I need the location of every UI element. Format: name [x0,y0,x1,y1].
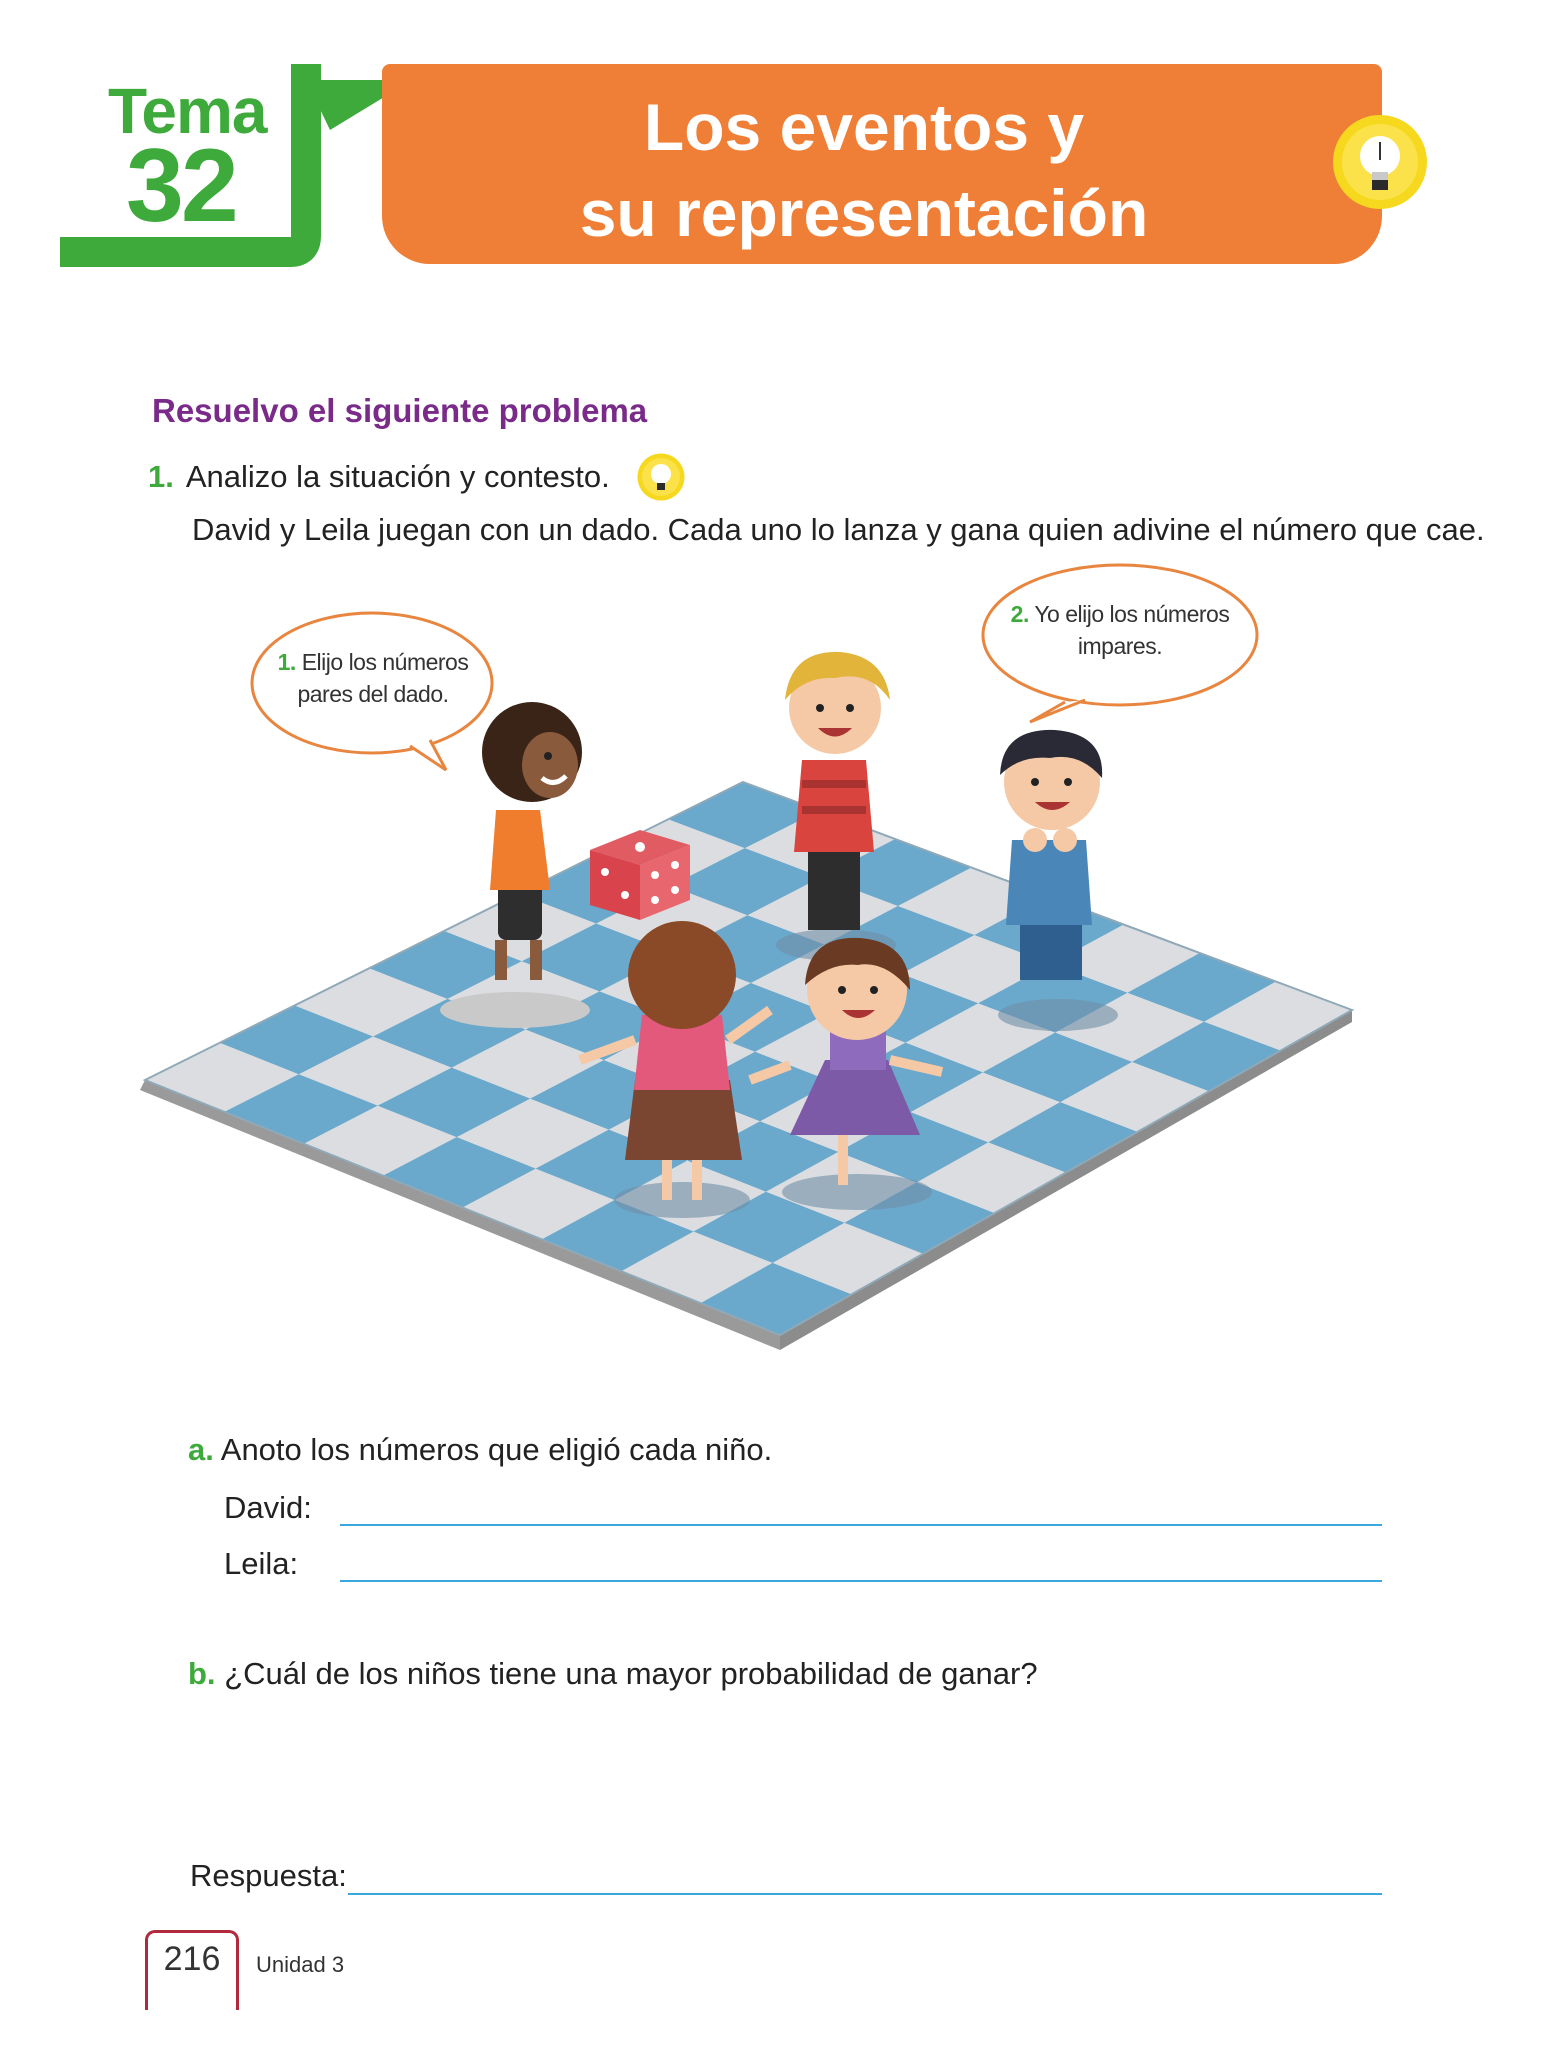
speech-bubble-2 [985,598,1255,662]
unit-label: Unidad 3 [256,1952,345,1977]
question-1 [148,452,686,502]
speech-bubble-2-line1 [985,598,1255,630]
question-a-text: Anoto los números que eligió cada niño. [220,1432,773,1467]
speech-bubble-1-text: Elijo los números [301,649,469,675]
speech-bubble-1 [248,646,498,710]
page-title [382,84,1346,256]
david-answer-line[interactable] [340,1524,1382,1526]
leila-label: Leila: [224,1546,299,1581]
speech-bubble-1-number: 1. [277,649,296,675]
speech-bubble-1-line1 [248,646,498,678]
question-b [188,1656,1038,1692]
question-1-number: 1. [148,459,174,494]
lightbulb-icon [1330,112,1430,212]
leila-answer-line[interactable] [340,1580,1382,1582]
title-line-1: Los eventos y [643,90,1085,164]
speech-bubble-2-number: 2. [1010,601,1029,627]
answer-line[interactable] [348,1893,1382,1895]
david-label: David: [224,1490,312,1525]
section-title: Resuelvo el siguiente problema [152,392,648,429]
question-b-letter: b. [188,1656,216,1691]
speech-bubble-1-line2: pares del dado. [297,681,449,707]
question-a [188,1432,772,1468]
speech-bubble-2-line2: impares. [1077,633,1163,659]
question-a-letter: a. [188,1432,214,1467]
title-line-2: su representación [579,176,1149,250]
page-number: 216 [163,1940,221,1978]
problem-statement: David y Leila juegan con un dado. Cada uno lo lanza y gana quien adivine el número que cae. [192,512,1485,547]
tema-label: Tema [108,75,267,147]
question-1-text: Analizo la situación y contesto. [185,459,610,494]
tema-number: 32 [126,128,236,244]
speech-bubble-2-text: Yo elijo los números [1034,601,1230,627]
question-b-text: ¿Cuál de los niños tiene una mayor probabilidad de ganar? [224,1656,1038,1691]
answer-label: Respuesta: [190,1858,347,1893]
lightbulb-small-icon [636,452,686,502]
